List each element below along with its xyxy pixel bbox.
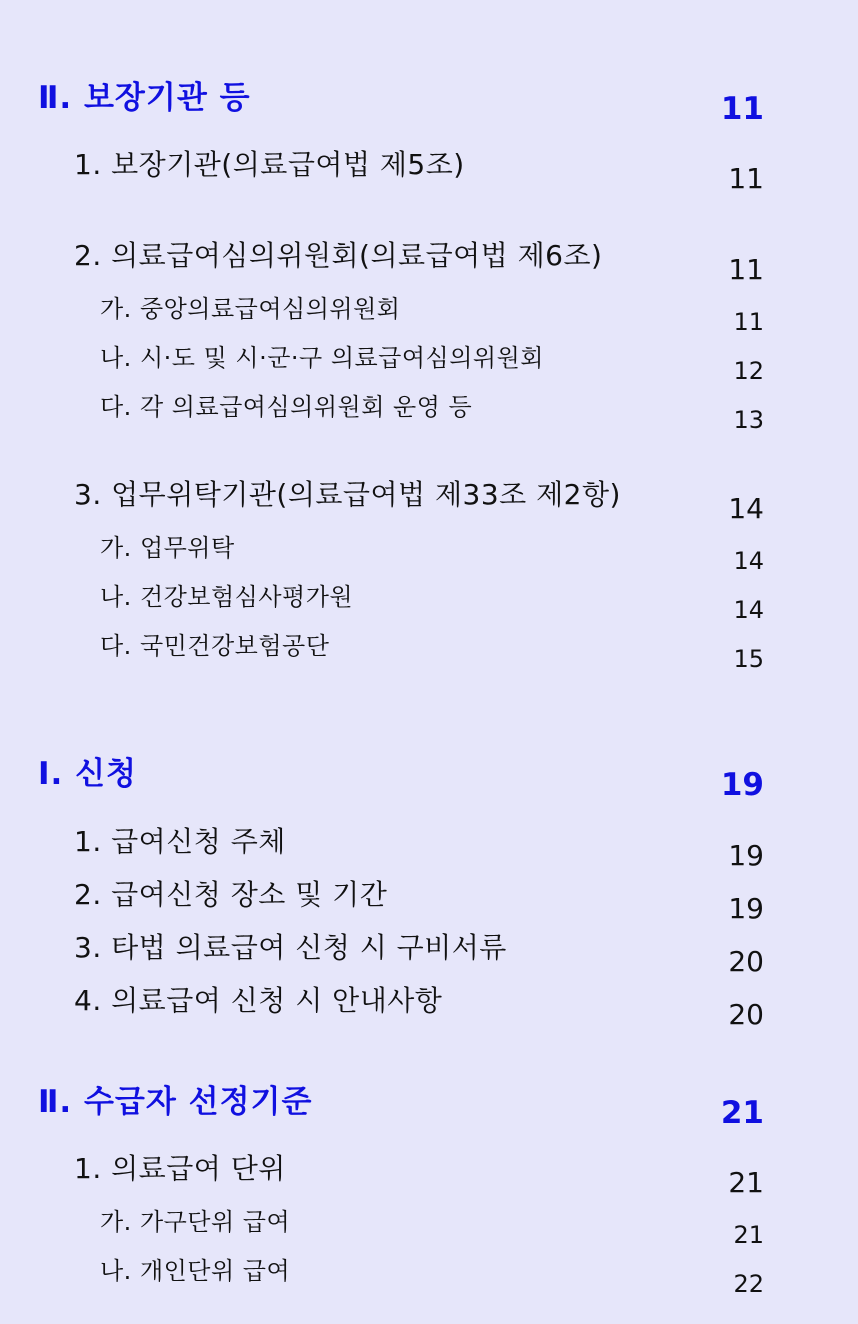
toc-entry-page: 14: [733, 596, 764, 624]
toc-entry-page: 14: [733, 547, 764, 575]
toc-chapter-application: [0, 729, 858, 805]
toc-entry-page: 15: [733, 645, 764, 673]
toc-entry-page: 21: [733, 1221, 764, 1249]
toc-entry-label: 나. 개인단위 급여: [100, 1257, 291, 1285]
toc-entry-label: 3. 타법 의료급여 신청 시 구비서류: [74, 931, 507, 964]
toc-entry-label: 나. 시·도 및 시·군·구 의료급여심의위원회: [100, 344, 544, 372]
toc-entry-page: 13: [733, 406, 764, 434]
toc-entry-page: 21: [728, 1166, 764, 1199]
toc-entry-label: 3. 업무위탁기관(의료급여법 제33조 제2항): [74, 478, 621, 511]
toc-entry-page: 14: [728, 492, 764, 525]
toc-entry-label: 1. 보장기관(의료급여법 제5조): [74, 148, 465, 181]
toc-entry-label: 2. 급여신청 장소 및 기간: [74, 878, 388, 911]
toc-entry-label: 2. 의료급여심의위원회(의료급여법 제6조): [74, 239, 603, 272]
toc-chapter-guarantee-institutions: [0, 53, 858, 129]
toc-entry-label: Ⅰ. 신청: [38, 756, 137, 792]
toc-entry-label: Ⅱ. 보장기관 등: [38, 80, 251, 116]
toc-entry-page: 11: [728, 162, 764, 195]
toc-subsection-entry: [0, 368, 858, 444]
toc-entry-page: 21: [720, 1095, 764, 1131]
toc-entry-page: 11: [733, 308, 764, 336]
toc-entry-page: 20: [728, 945, 764, 978]
toc-entry-page: 19: [728, 839, 764, 872]
toc-entry-page: 11: [728, 253, 764, 286]
toc-entry-label: 1. 급여신청 주체: [74, 825, 286, 858]
toc-entry-label: 4. 의료급여 신청 시 안내사항: [74, 984, 443, 1017]
toc-entry-page: 19: [728, 892, 764, 925]
toc-entry-page: 19: [720, 767, 764, 803]
toc-entry-label: 나. 건강보험심사평가원: [100, 583, 354, 611]
toc-entry-label: 가. 중앙의료급여심의위원회: [100, 295, 401, 323]
toc-entry-label: 가. 업무위탁: [100, 534, 235, 562]
toc-section-entry: [0, 960, 858, 1036]
toc-entry-page: 22: [733, 1270, 764, 1298]
toc-chapter-eligibility-criteria: [0, 1057, 858, 1133]
toc-entry-label: 다. 각 의료급여심의위원회 운영 등: [100, 393, 473, 421]
toc-entry-label: 가. 가구단위 급여: [100, 1208, 291, 1236]
toc-entry-label: 1. 의료급여 단위: [74, 1152, 286, 1185]
toc-section-entry: [0, 124, 858, 200]
toc-entry-page: 12: [733, 357, 764, 385]
toc-entry-page: 11: [720, 91, 764, 127]
toc-entry-page: 20: [728, 998, 764, 1031]
toc-subsection-entry: [0, 1232, 858, 1308]
toc-subsection-entry: [0, 607, 858, 683]
toc-entry-label: 다. 국민건강보험공단: [100, 632, 330, 660]
toc-entry-label: Ⅱ. 수급자 선정기준: [38, 1084, 313, 1120]
